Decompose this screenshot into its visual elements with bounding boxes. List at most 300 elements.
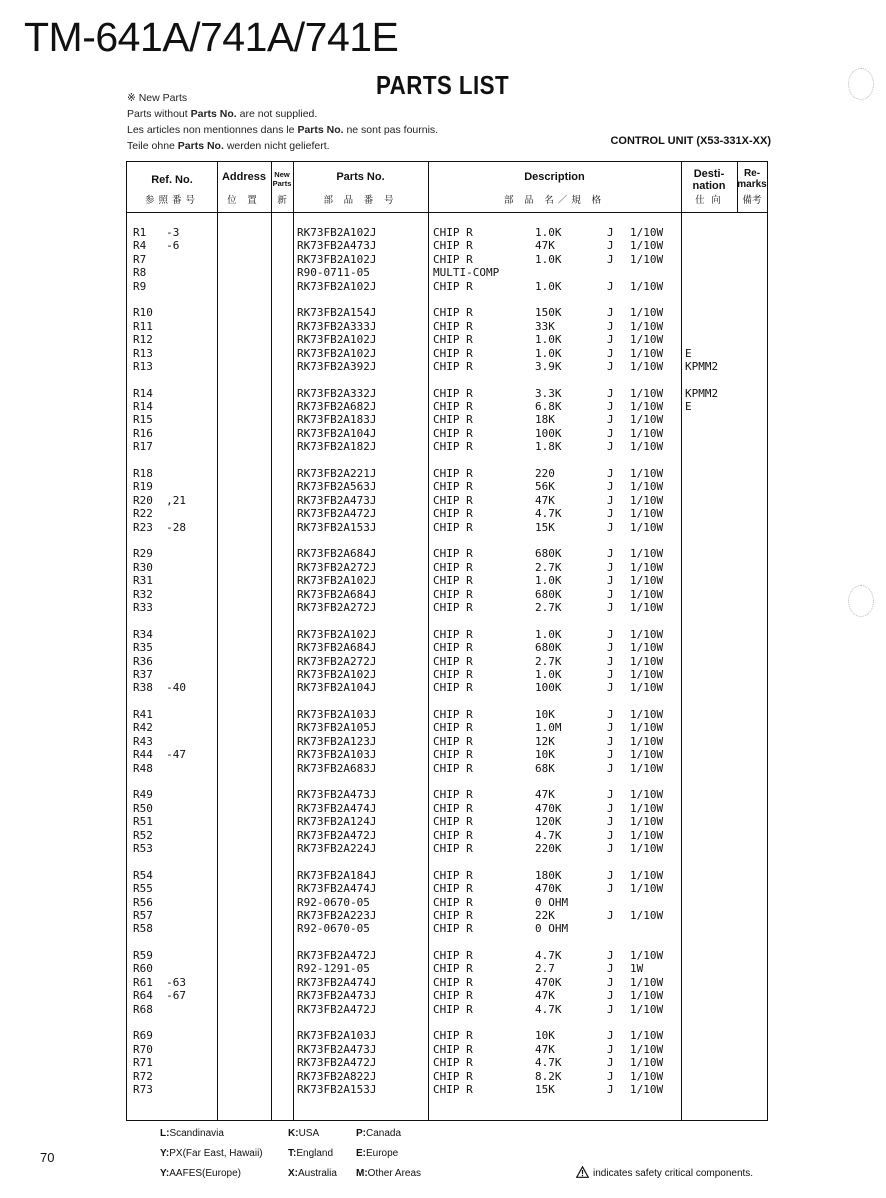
cell-tolerance: J bbox=[607, 761, 614, 775]
table-row bbox=[127, 641, 767, 654]
legend-m: M:Other Areas bbox=[356, 1168, 422, 1179]
header-destination: Desti- nation bbox=[692, 168, 726, 192]
cell-value: 47K bbox=[535, 788, 555, 802]
cell-tolerance: J bbox=[607, 426, 614, 440]
cell-parts-no: RK73FB2A473J bbox=[297, 989, 377, 1003]
cell-tolerance: J bbox=[607, 949, 614, 963]
cell-value: 3.3K bbox=[535, 386, 562, 400]
warning-triangle-icon bbox=[576, 1166, 589, 1181]
cell-ref-no: R23 -28 bbox=[133, 520, 186, 534]
cell-tolerance: J bbox=[607, 868, 614, 882]
cell-ref-no: R8 bbox=[133, 266, 147, 280]
table-row bbox=[127, 387, 767, 400]
cell-description: CHIP R bbox=[433, 788, 473, 802]
table-row bbox=[127, 922, 767, 935]
cell-value: 8.2K bbox=[535, 1069, 562, 1083]
cell-tolerance: J bbox=[607, 574, 614, 588]
cell-value: 15K bbox=[535, 1083, 555, 1096]
table-row bbox=[127, 668, 767, 681]
cell-power-rating: 1/10W bbox=[630, 386, 664, 400]
table-row bbox=[127, 333, 767, 346]
header-new: New Parts bbox=[272, 170, 292, 188]
table-row bbox=[127, 1056, 767, 1069]
cell-parts-no: RK73FB2A153J bbox=[297, 520, 377, 534]
cell-description: CHIP R bbox=[433, 346, 473, 360]
header-remarks-jp: 備考 bbox=[742, 195, 762, 206]
cell-ref-no: R61 -63 bbox=[133, 975, 186, 989]
cell-value: 470K bbox=[535, 882, 562, 896]
cell-destination: KPMM2 bbox=[685, 359, 719, 373]
cell-parts-no: RK73FB2A102J bbox=[297, 279, 377, 293]
cell-value: 1.0K bbox=[535, 346, 562, 360]
cell-tolerance: J bbox=[607, 600, 614, 614]
cell-description: CHIP R bbox=[433, 989, 473, 1003]
table-row bbox=[127, 521, 767, 534]
unit-label: CONTROL UNIT (X53-331X-XX) bbox=[610, 135, 771, 147]
table-row bbox=[127, 829, 767, 842]
cell-tolerance: J bbox=[607, 386, 614, 400]
legend-ya: Y:AAFES(Europe) bbox=[160, 1168, 241, 1179]
cell-value: 1.0K bbox=[535, 226, 562, 239]
table-row bbox=[127, 601, 767, 614]
cell-power-rating: 1/10W bbox=[630, 1069, 664, 1083]
cell-power-rating: 1/10W bbox=[630, 587, 664, 601]
cell-description: CHIP R bbox=[433, 815, 473, 829]
cell-parts-no: RK73FB2A684J bbox=[297, 587, 377, 601]
cell-parts-no: RK73FB2A472J bbox=[297, 507, 377, 521]
cell-power-rating: 1/10W bbox=[630, 908, 664, 922]
cell-value: 1.0K bbox=[535, 333, 562, 347]
cell-value: 6.8K bbox=[535, 400, 562, 414]
cell-tolerance: J bbox=[607, 667, 614, 681]
cell-parts-no: RK73FB2A474J bbox=[297, 801, 377, 815]
cell-parts-no: RK73FB2A221J bbox=[297, 467, 377, 481]
cell-value: 10K bbox=[535, 748, 555, 762]
header-new-jp: 新 bbox=[277, 195, 287, 206]
cell-tolerance: J bbox=[607, 962, 614, 976]
table-row bbox=[127, 547, 767, 560]
note-english: Parts without Parts No. are not supplied. bbox=[127, 108, 318, 120]
cell-ref-no: R60 bbox=[133, 962, 153, 976]
legend-l: L:Scandinavia bbox=[160, 1128, 224, 1139]
cell-description: CHIP R bbox=[433, 828, 473, 842]
cell-tolerance: J bbox=[607, 681, 614, 695]
cell-tolerance: J bbox=[607, 721, 614, 735]
cell-description: CHIP R bbox=[433, 507, 473, 521]
cell-description: CHIP R bbox=[433, 748, 473, 762]
cell-value: 15K bbox=[535, 520, 555, 534]
cell-description: CHIP R bbox=[433, 908, 473, 922]
cell-destination: E bbox=[685, 346, 692, 360]
cell-parts-no: RK73FB2A102J bbox=[297, 627, 377, 641]
cell-tolerance: J bbox=[607, 319, 614, 333]
cell-ref-no: R36 bbox=[133, 654, 153, 668]
cell-parts-no: RK73FB2A154J bbox=[297, 306, 377, 320]
cell-description: CHIP R bbox=[433, 962, 473, 976]
cell-description: CHIP R bbox=[433, 600, 473, 614]
cell-tolerance: J bbox=[607, 333, 614, 347]
table-row bbox=[127, 480, 767, 493]
cell-description: CHIP R bbox=[433, 306, 473, 320]
cell-description: CHIP R bbox=[433, 480, 473, 494]
cell-parts-no: RK73FB2A105J bbox=[297, 721, 377, 735]
cell-value: 150K bbox=[535, 306, 562, 320]
cell-value: 4.7K bbox=[535, 949, 562, 963]
cell-parts-no: RK73FB2A182J bbox=[297, 440, 377, 454]
cell-tolerance: J bbox=[607, 480, 614, 494]
cell-destination: KPMM2 bbox=[685, 386, 719, 400]
model-title: TM-641A/741A/741E bbox=[24, 14, 399, 60]
table-row bbox=[127, 1003, 767, 1016]
table-row bbox=[127, 507, 767, 520]
header-ref: Ref. No. bbox=[151, 174, 193, 186]
binder-hole-mark bbox=[848, 68, 874, 100]
cell-parts-no: RK73FB2A472J bbox=[297, 828, 377, 842]
cell-value: 1.0K bbox=[535, 574, 562, 588]
header-remarks: Re- marks bbox=[737, 168, 767, 190]
cell-tolerance: J bbox=[607, 708, 614, 722]
cell-description: CHIP R bbox=[433, 627, 473, 641]
cell-tolerance: J bbox=[607, 359, 614, 373]
cell-tolerance: J bbox=[607, 841, 614, 855]
cell-value: 18K bbox=[535, 413, 555, 427]
cell-ref-no: R31 bbox=[133, 574, 153, 588]
cell-description: CHIP R bbox=[433, 708, 473, 722]
cell-parts-no: RK73FB2A473J bbox=[297, 1042, 377, 1056]
cell-parts-no: RK73FB2A123J bbox=[297, 734, 377, 748]
cell-power-rating: 1/10W bbox=[630, 480, 664, 494]
cell-ref-no: R55 bbox=[133, 882, 153, 896]
cell-parts-no: RK73FB2A392J bbox=[297, 359, 377, 373]
cell-ref-no: R37 bbox=[133, 667, 153, 681]
table-row bbox=[127, 239, 767, 252]
table-row bbox=[127, 467, 767, 480]
cell-value: 1.0M bbox=[535, 721, 562, 735]
cell-description: CHIP R bbox=[433, 547, 473, 561]
cell-value: 4.7K bbox=[535, 507, 562, 521]
cell-ref-no: R14 bbox=[133, 386, 153, 400]
cell-description: CHIP R bbox=[433, 641, 473, 655]
cell-parts-no: RK73FB2A104J bbox=[297, 681, 377, 695]
cell-parts-no: RK73FB2A102J bbox=[297, 574, 377, 588]
cell-ref-no: R41 bbox=[133, 708, 153, 722]
table-row bbox=[127, 802, 767, 815]
cell-ref-no: R30 bbox=[133, 560, 153, 574]
cell-description: CHIP R bbox=[433, 654, 473, 668]
cell-tolerance: J bbox=[607, 279, 614, 293]
cell-description: CHIP R bbox=[433, 1002, 473, 1016]
cell-value: 220K bbox=[535, 841, 562, 855]
cell-parts-no: RK73FB2A224J bbox=[297, 841, 377, 855]
cell-tolerance: J bbox=[607, 440, 614, 454]
cell-description: CHIP R bbox=[433, 667, 473, 681]
cell-power-rating: 1/10W bbox=[630, 1083, 664, 1096]
cell-parts-no: RK73FB2A684J bbox=[297, 641, 377, 655]
cell-power-rating: 1/10W bbox=[630, 815, 664, 829]
cell-parts-no: RK73FB2A473J bbox=[297, 239, 377, 253]
cell-tolerance: J bbox=[607, 252, 614, 266]
cell-power-rating: 1/10W bbox=[630, 319, 664, 333]
cell-parts-no: RK73FB2A272J bbox=[297, 560, 377, 574]
cell-value: 220 bbox=[535, 467, 555, 481]
cell-ref-no: R20 ,21 bbox=[133, 493, 186, 507]
cell-ref-no: R12 bbox=[133, 333, 153, 347]
cell-power-rating: 1/10W bbox=[630, 882, 664, 896]
cell-ref-no: R42 bbox=[133, 721, 153, 735]
safety-note: indicates safety critical components. bbox=[576, 1166, 753, 1181]
cell-parts-no: RK73FB2A184J bbox=[297, 868, 377, 882]
cell-power-rating: 1/10W bbox=[630, 641, 664, 655]
cell-ref-no: R7 bbox=[133, 252, 147, 266]
cell-description: CHIP R bbox=[433, 440, 473, 454]
cell-ref-no: R72 bbox=[133, 1069, 153, 1083]
cell-power-rating: 1/10W bbox=[630, 333, 664, 347]
cell-value: 180K bbox=[535, 868, 562, 882]
table-row bbox=[127, 708, 767, 721]
cell-value: 1.0K bbox=[535, 627, 562, 641]
cell-ref-no: R29 bbox=[133, 547, 153, 561]
cell-tolerance: J bbox=[607, 507, 614, 521]
cell-power-rating: 1/10W bbox=[630, 440, 664, 454]
header-ref-jp: 参照番号 bbox=[144, 195, 199, 206]
cell-tolerance: J bbox=[607, 815, 614, 829]
cell-power-rating: 1/10W bbox=[630, 400, 664, 414]
cell-parts-no: RK73FB2A272J bbox=[297, 600, 377, 614]
cell-description: CHIP R bbox=[433, 400, 473, 414]
cell-ref-no: R71 bbox=[133, 1056, 153, 1070]
cell-description: CHIP R bbox=[433, 252, 473, 266]
cell-ref-no: R56 bbox=[133, 895, 153, 909]
cell-description: CHIP R bbox=[433, 1083, 473, 1096]
cell-description: CHIP R bbox=[433, 493, 473, 507]
cell-power-rating: 1/10W bbox=[630, 627, 664, 641]
cell-power-rating: 1/10W bbox=[630, 748, 664, 762]
table-row bbox=[127, 413, 767, 426]
cell-tolerance: J bbox=[607, 654, 614, 668]
legend-x: X:Australia bbox=[288, 1168, 337, 1179]
cell-description: CHIP R bbox=[433, 761, 473, 775]
cell-power-rating: 1/10W bbox=[630, 346, 664, 360]
cell-value: 4.7K bbox=[535, 828, 562, 842]
table-row bbox=[127, 280, 767, 293]
cell-value: 120K bbox=[535, 815, 562, 829]
page-title: PARTS LIST bbox=[376, 70, 510, 100]
cell-value: 4.7K bbox=[535, 1002, 562, 1016]
cell-description: CHIP R bbox=[433, 426, 473, 440]
header-parts-no: Parts No. bbox=[336, 171, 385, 183]
note-french: Les articles non mentionnes dans le Parts No. ne sont pas fournis. bbox=[127, 124, 439, 136]
table-row bbox=[127, 896, 767, 909]
cell-parts-no: RK73FB2A183J bbox=[297, 413, 377, 427]
cell-ref-no: R69 bbox=[133, 1029, 153, 1043]
cell-description: CHIP R bbox=[433, 1042, 473, 1056]
legend-y: Y:PX(Far East, Hawaii) bbox=[160, 1148, 263, 1159]
cell-parts-no: RK73FB2A102J bbox=[297, 667, 377, 681]
table-row bbox=[127, 655, 767, 668]
table-row bbox=[127, 1043, 767, 1056]
header-description: Description bbox=[524, 171, 585, 183]
cell-description: CHIP R bbox=[433, 841, 473, 855]
cell-value: 3.9K bbox=[535, 359, 562, 373]
cell-value: 100K bbox=[535, 426, 562, 440]
cell-description: CHIP R bbox=[433, 681, 473, 695]
cell-description: CHIP R bbox=[433, 1069, 473, 1083]
cell-power-rating: 1/10W bbox=[630, 306, 664, 320]
cell-description: CHIP R bbox=[433, 1029, 473, 1043]
cell-parts-no: RK73FB2A474J bbox=[297, 882, 377, 896]
table-row bbox=[127, 561, 767, 574]
cell-parts-no: RK73FB2A102J bbox=[297, 346, 377, 360]
table-row bbox=[127, 762, 767, 775]
cell-power-rating: 1/10W bbox=[630, 520, 664, 534]
cell-description: CHIP R bbox=[433, 1056, 473, 1070]
cell-value: 4.7K bbox=[535, 1056, 562, 1070]
table-row bbox=[127, 226, 767, 239]
cell-description: CHIP R bbox=[433, 239, 473, 253]
cell-ref-no: R35 bbox=[133, 641, 153, 655]
cell-parts-no: RK73FB2A104J bbox=[297, 426, 377, 440]
table-row bbox=[127, 909, 767, 922]
cell-tolerance: J bbox=[607, 520, 614, 534]
cell-power-rating: 1/10W bbox=[630, 1002, 664, 1016]
cell-ref-no: R22 bbox=[133, 507, 153, 521]
cell-ref-no: R32 bbox=[133, 587, 153, 601]
legend-e: E:Europe bbox=[356, 1148, 399, 1159]
table-row bbox=[127, 949, 767, 962]
cell-power-rating: 1/10W bbox=[630, 654, 664, 668]
cell-ref-no: R50 bbox=[133, 801, 153, 815]
cell-value: 1.0K bbox=[535, 252, 562, 266]
cell-description: CHIP R bbox=[433, 587, 473, 601]
cell-ref-no: R59 bbox=[133, 949, 153, 963]
legend-p: P:Canada bbox=[356, 1128, 402, 1139]
cell-ref-no: R10 bbox=[133, 306, 153, 320]
cell-parts-no: RK73FB2A332J bbox=[297, 386, 377, 400]
cell-tolerance: J bbox=[607, 467, 614, 481]
cell-power-rating: 1/10W bbox=[630, 467, 664, 481]
cell-value: 100K bbox=[535, 681, 562, 695]
cell-value: 0 OHM bbox=[535, 922, 569, 936]
cell-ref-no: R18 bbox=[133, 467, 153, 481]
cell-power-rating: 1/10W bbox=[630, 1029, 664, 1043]
cell-tolerance: J bbox=[607, 801, 614, 815]
cell-parts-no: R92-0670-05 bbox=[297, 922, 370, 936]
cell-parts-no: RK73FB2A153J bbox=[297, 1083, 377, 1096]
cell-parts-no: RK73FB2A333J bbox=[297, 319, 377, 333]
table-row bbox=[127, 320, 767, 333]
cell-ref-no: R54 bbox=[133, 868, 153, 882]
table-row bbox=[127, 266, 767, 279]
cell-parts-no: RK73FB2A102J bbox=[297, 252, 377, 266]
cell-tolerance: J bbox=[607, 908, 614, 922]
cell-parts-no: RK73FB2A472J bbox=[297, 1002, 377, 1016]
cell-power-rating: 1/10W bbox=[630, 801, 664, 815]
cell-value: 470K bbox=[535, 975, 562, 989]
cell-value: 1.8K bbox=[535, 440, 562, 454]
table-row bbox=[127, 1029, 767, 1042]
cell-destination: E bbox=[685, 400, 692, 414]
cell-parts-no: RK73FB2A474J bbox=[297, 975, 377, 989]
cell-tolerance: J bbox=[607, 346, 614, 360]
note-new-parts: ※ New Parts bbox=[127, 92, 188, 104]
cell-ref-no: R17 bbox=[133, 440, 153, 454]
table-row bbox=[127, 427, 767, 440]
cell-ref-no: R43 bbox=[133, 734, 153, 748]
cell-parts-no: R92-0670-05 bbox=[297, 895, 370, 909]
cell-description: MULTI-COMP bbox=[433, 266, 500, 280]
cell-ref-no: R16 bbox=[133, 426, 153, 440]
cell-ref-no: R64 -67 bbox=[133, 989, 186, 1003]
cell-description: CHIP R bbox=[433, 949, 473, 963]
cell-description: CHIP R bbox=[433, 226, 473, 239]
cell-value: 33K bbox=[535, 319, 555, 333]
cell-value: 47K bbox=[535, 1042, 555, 1056]
cell-parts-no: RK73FB2A103J bbox=[297, 708, 377, 722]
header-destination-jp: 仕 向 bbox=[695, 195, 723, 206]
cell-parts-no: RK73FB2A103J bbox=[297, 1029, 377, 1043]
cell-tolerance: J bbox=[607, 788, 614, 802]
cell-value: 47K bbox=[535, 989, 555, 1003]
table-row bbox=[127, 1070, 767, 1083]
cell-description: CHIP R bbox=[433, 882, 473, 896]
cell-tolerance: J bbox=[607, 989, 614, 1003]
cell-tolerance: J bbox=[607, 1002, 614, 1016]
table-row bbox=[127, 748, 767, 761]
cell-description: CHIP R bbox=[433, 359, 473, 373]
table-row bbox=[127, 440, 767, 453]
cell-parts-no: RK73FB2A473J bbox=[297, 788, 377, 802]
cell-value: 47K bbox=[535, 239, 555, 253]
cell-ref-no: R57 bbox=[133, 908, 153, 922]
cell-tolerance: J bbox=[607, 226, 614, 239]
cell-power-rating: 1/10W bbox=[630, 493, 664, 507]
cell-parts-no: RK73FB2A124J bbox=[297, 815, 377, 829]
cell-parts-no: RK73FB2A472J bbox=[297, 949, 377, 963]
cell-description: CHIP R bbox=[433, 734, 473, 748]
cell-power-rating: 1/10W bbox=[630, 708, 664, 722]
cell-description: CHIP R bbox=[433, 386, 473, 400]
cell-tolerance: J bbox=[607, 587, 614, 601]
cell-parts-no: RK73FB2A272J bbox=[297, 654, 377, 668]
cell-description: CHIP R bbox=[433, 279, 473, 293]
cell-power-rating: 1/10W bbox=[630, 239, 664, 253]
cell-description: CHIP R bbox=[433, 333, 473, 347]
table-row bbox=[127, 1083, 767, 1096]
cell-ref-no: R9 bbox=[133, 279, 147, 293]
cell-description: CHIP R bbox=[433, 895, 473, 909]
cell-value: 470K bbox=[535, 801, 562, 815]
cell-parts-no: RK73FB2A563J bbox=[297, 480, 377, 494]
cell-power-rating: 1/10W bbox=[630, 975, 664, 989]
cell-tolerance: J bbox=[607, 306, 614, 320]
cell-tolerance: J bbox=[607, 413, 614, 427]
cell-power-rating: 1/10W bbox=[630, 761, 664, 775]
cell-description: CHIP R bbox=[433, 975, 473, 989]
cell-parts-no: RK73FB2A102J bbox=[297, 226, 377, 239]
binder-hole-mark bbox=[848, 585, 874, 617]
cell-power-rating: 1/10W bbox=[630, 949, 664, 963]
cell-parts-no: RK73FB2A103J bbox=[297, 748, 377, 762]
cell-value: 12K bbox=[535, 734, 555, 748]
header-address-jp: 位 置 bbox=[227, 195, 261, 206]
cell-value: 56K bbox=[535, 480, 555, 494]
cell-ref-no: R51 bbox=[133, 815, 153, 829]
cell-ref-no: R14 bbox=[133, 400, 153, 414]
cell-ref-no: R4 -6 bbox=[133, 239, 180, 253]
cell-power-rating: 1/10W bbox=[630, 359, 664, 373]
cell-ref-no: R34 bbox=[133, 627, 153, 641]
cell-ref-no: R15 bbox=[133, 413, 153, 427]
